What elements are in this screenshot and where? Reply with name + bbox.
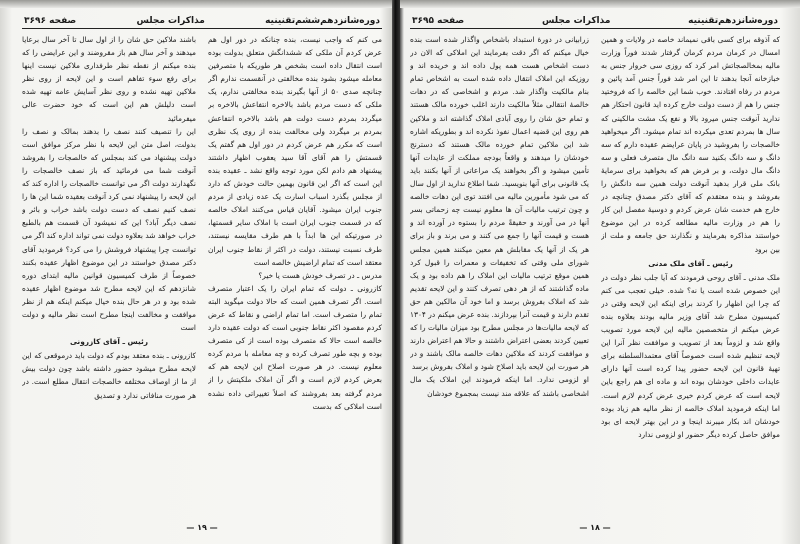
paragraph: می کنم که واجب نیست، بنده چنانکه در دور اول هم عرض کردم آن ملکی که ششدانگش متعلق بدولت بوده است انتقال داده است بشخص هر طوریکه با متصرفین معامله میشود بشود بنده مخالفتی در آنقسمت ندارم اگر چنانچه صدی ۵۰ از آنها بگیرند بنده مخالفتی ندارم، یک ملکی که دست مردم باشد بالاخره انتفاعش بالاخره بر میگردد بمردم دست دولت هم باشد بالاخره انتفاعش بمردم بر میگردد ولی مخالفت بنده از روی یک نظری است که مکرر هم عرض کردم در دور اول هم گفتم یک قسمتش را هم آقای آقا سید یعقوب اظهار داشتند پیشنهاد هم دادم لکن مورد توجه واقع نشد ـ عقیده بنده این است که اگر این قانون بهمین حالت خودش که دارد از مجلس بگذرد اسباب اسارت یک عده زیادی از مردم جنوب ایران میشود. آقایان قیاس می‌کنند املاک خالصه که در قسمت جنوب ایران است با املاک سایر قسمتها، در صورتیکه این ها ابداً با هم طرف مقایسه نیستند، طرف نسبت نیستند، دولت در اکثر از نقاط جنوب ایران معتقد است که تمام اراضیش خالصه است: [208, 35, 382, 267]
page-number: — ۱۸ —: [579, 523, 611, 532]
text-column-left: [410, 33, 589, 503]
page-label: صفحه ۳۶۹۶: [24, 16, 77, 26]
page-number: — ۱۹ —: [186, 523, 218, 532]
journal-title: مذاکرات مجلس: [542, 16, 611, 26]
text-columns: [22, 33, 382, 503]
paragraph: باشند ملاکین حق شان را از اول سال تا آخر سال برعایا میدهند و آخر سال هم باز مقروضند و این عرایضی را که بنده میکنم از نقطه نظر طرفداری ملاکین نیست اینها برای رفع سوء تفاهم است و این لایحه از روی نظر ملاکین تهیه نشده و روی نظر آسایش عامه تهیه شده است دلیلش هم این است که خود حضرت عالی میفرمائید: [22, 35, 196, 123]
page-header: [410, 12, 780, 29]
session-label: دوره‌شانزدهم‌ششم‌تقنینیه: [265, 16, 380, 26]
speaker-heading: رئیس ـ آقای کازرونی: [69, 337, 149, 347]
paragraph: کازرونی ـ بنده معتقد بودم که دولت باید درموقعی که این لایحه مطرح میشود حضور داشته باشد چون دولت بیش از ما از اوصاف مختلفه خالصجات انتقال مطلع است. در هر صورت منافاتی ندارد و تصدیق: [22, 351, 196, 400]
paragraph: او لزومی ندارد. اما اینکه فرمودند این املاک یک مال اشخاصی باشند که علاقه مند نیست بمجموع خودشان: [410, 375, 589, 398]
page-label: صفحه ۳۶۹۵: [412, 16, 465, 26]
paragraph: کازرونی ـ دولت که تمام ایران را یک اعتبار متصرف است. اگر تصرف همین است که حالا دولت میگوید البته تمام را متصرف است. اما تمام اراضی و نقاط که عرض کردم مقصود اکثر نقاط جنوبی است که دولت عقیده دارد خالصه است حالا که متصرف بوده است از کی متصرف بوده و بچه طور تصرف کرده و چه معامله با مردم کرده معلوم نیست. در هر صورت اصلاح این لایحه هم که بعرض کردم لازم است و اگر آن املاک ملکیتش را از مردم گرفته بعد بفروشند که اصلاً تغییراتی داده نشده است املاکی که بدست: [208, 283, 382, 411]
text-column-right: [601, 33, 780, 503]
speaker-heading: رئیس ـ آقای ملک مدنی: [648, 258, 733, 268]
paragraph: که آذوقه برای کسی باقی نمیماند خاصه در ولایات و همین امسال در کرمان مردم کرمان گرفتار شدند فوراً وزارت مالیه بمخالصجاتش امر کرد که روزی سی خروار جنس به خبازخانه آنجا بدهند تا این امر شد فوراً جنس آمد پائین و مردم در رفاه افتادند. خوب شما این خالصه را که فروختید جنس را هم از دست دولت خارج کرده اید قانون احتکار هم ندارید آنوقت جنس میرود بالا و نفع یک مشت مالکینی که سال ها بمردم تعدی میکرده اند تمام میشود. اگر میخواهید خالصجات را بفروشید در پایان عرایضم عقیده دارم که سه دانگ و سه دانگ بکنید سه دانگ مال متصرف فعلی و سه دانگ مال دولت، و بر فرض هم که بخواهید برای سرمایهٔ بانک ملی قرار بدهید آنوقت دولت همین سه دانگش را بفروشد و بنده معتقدم که آقای دکتر مصدق چنانچه در خارج هم خدمت شان عرض کردم و دوسیهٔ مفصل این کار را هم در وزارت مالیه مطالعه کرده در این موضوع خواستند مذاکره بفرمایند و نگذارند حق جامعه و ملت از بین برود: [601, 35, 780, 254]
book-spine: [392, 0, 400, 544]
session-label: دوره‌شانزدهم‌تقنینیه: [688, 16, 778, 26]
paragraph: مدرس ـ در تصرف خودش هست یا خیر؟: [258, 270, 382, 280]
paragraph: این را تنصیف کنند نصف را بدهند بمالک و نصف را بدولت، اصل متن این لایحه با نظر مرکز موافق است دولت پیشنهاد می کند بمجلس که خالصجات را بفروشد آنوقت شما می فرمائید که باز نصف خالصجات را نگهدارند دولت اگر می توانست خالصجات را اداره کند که این لایحه را پیشنهاد نمی کرد آنوقت بعقیده شما این ها را نصف کنیم نصف که دست دولت باشد خراب و بائر و نصف دیگر آباد؟ این که نمیشود آن قسمت هم بالطبع خراب خواهد شد بعلاوه دولت نمی تواند اداره کند اگر می توانست چرا پیشنهاد فروشش را می کرد؟ فرمودید آقای دکتر مصدق خواستند در این موضوع اظهار عقیده بکنند خصوصاً از طرف کمیسیون قوانین مالیه ابتدای دوره شانزدهم که این لایحه مطرح شد موضوع اظهار عقیده شده بود و در هر حال بنده خیال میکنم اینکه هم از نظر موافقت و مخالفت اینجا مطرح است نظر مالیه و دولت است: [22, 126, 196, 333]
text-column-left: [22, 33, 196, 503]
right-page: [410, 12, 780, 532]
paragraph: ملک مدنی ـ آقای روحی فرمودند که آیا جلب نظر دولت در این خصوص شده است یا نه؟ شده. خیلی تعجب می کنم که چرا این اظهار را کردند برای اینکه این لایحه وقتی در کمیسیون مطرح شد آقای وزیر مالیه بودند بعلاوه بنده عرض میکنم از متخصصین مالیه این لایحه مورد تصویب واقع شد و لزوماً بعد از تصویب و موافقت نظر آنرا این لایحه تنظیم شده است خصوصاً آقای معتمدالسلطنه برای تهیهٔ قانون این لایحه حضور پیدا کرده است آنها دارای عایدات داخلی خودشان بوده اند و ماده ای هم راجع باین لایحه است که عرض کردم خیری عرض کردم لازم است. اما اینکه فرمودید املاک خالصه از نظر مالیه هم زیاد بوده خودشان اند بکار میبرند اینجا و در این بهتر لایحه ای بود موافق حاصل کرده دیگر حضور او لزومی ندارد: [601, 272, 780, 439]
left-page: [22, 12, 382, 532]
page-header: [22, 12, 382, 29]
text-columns: [410, 33, 780, 503]
text-column-right: [208, 33, 382, 503]
paragraph: زرابیانی در دورهٔ استبداد باشخاص واگذار شده است بنده خیال میکنم که اگر دقت بفرمایند این املاکی که الان در دست اشخاص هست همه پول داده اند و خریده اند و روزیکه این املاک انتقال داده شده است به اشخاص تمام بنام مالکیت واگذار شد. مردم و اشخاصی که در دهات خالصهٔ انتقالی مثلاً مالکیت دارند اغلب خورده مالک هستند و تمام حق شان را روی آبادی املاک گذاشته اند و ملاکین هم روی این قضیه اعمال نفوذ نکرده اند و بطوریکه اشاره شد این ملاکین تمام خورده مالک هستند که دسترنج خودشان را میدهند و واقعاً بودجه مملکت از عایدات آنها تأمین میشود و اگر بخواهند یک مراعاتی از آنها بکنند باید یک قانونی برای آنها بنویسید. شما اطلاع ندارید از اول سال که می شود مأمورین مالیه می افتند توی این دهات خالصه و چون ترتیب مالیات آن ها معلوم نیست چه زحماتی بسر آنها در می آورند و حقیقةً مردم را بستوه در آورده اند و هست و قیمت آنها را جمع می کنند و می برند و باز برای هر یک از آنها یک مقابلش هم معین میکنند همین مجلس شورای ملی وقتی که تخفیفات و معمرات را قبول کرد همین موقع ترتیب مالیات این املاک را هم داده بود و یک ماده گذاشتند که از هر دهی تصرف کنند و این لایحه تقدیم شد که املاک بفروش برسد و اما خود آن مالکین هم حق تقدم دارند و قیمت آنرا بپردازند. بنده عرض میکنم در ۱۳۰۴ که لایحه مالیات‌ها در مجلس مطرح بود میزان مالیات را که تعیین کردند بعضی اعتراض داشتند و حالا هم اعتراض دارند و موافقت کردند که ملاکین دهات خالصه مالک باشند و در هر صورت این لایحه باید اصلاح شود و املاک بفروش برسد: [410, 35, 589, 372]
scan-shadow: [0, 0, 800, 8]
journal-title: مذاکرات مجلس: [136, 16, 205, 26]
